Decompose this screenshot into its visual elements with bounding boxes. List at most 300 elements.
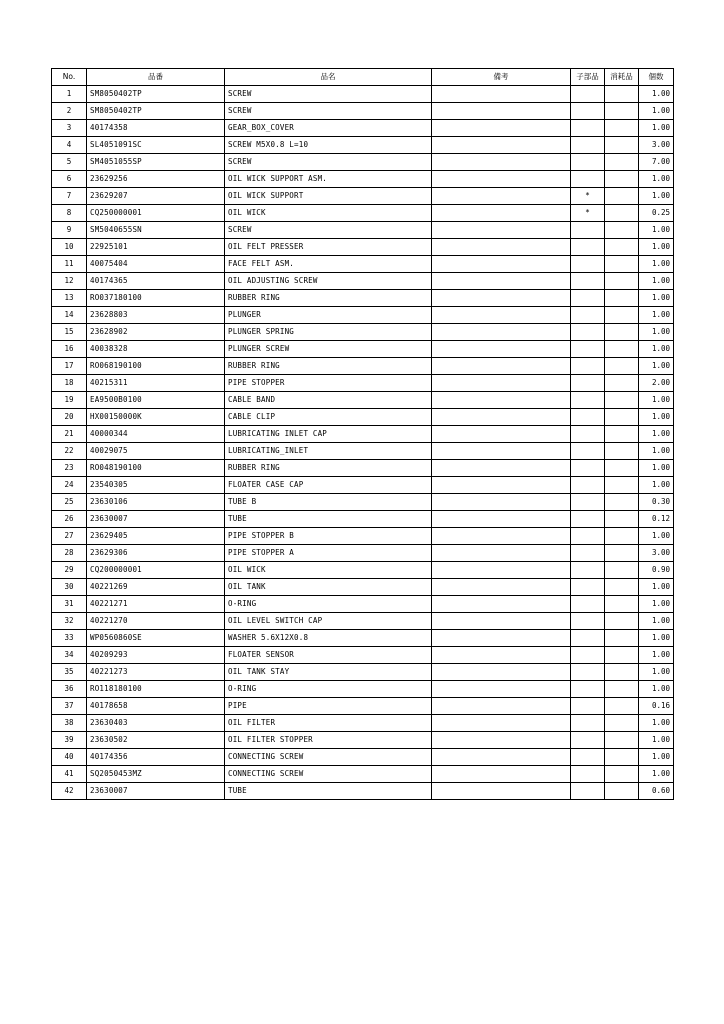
consumable-mark-cell bbox=[605, 154, 639, 171]
row-no-cell: 7 bbox=[52, 188, 87, 205]
row-no-cell: 28 bbox=[52, 545, 87, 562]
header-name: 品名 bbox=[225, 69, 432, 86]
consumable-mark-cell bbox=[605, 562, 639, 579]
quantity-cell: 3.00 bbox=[639, 137, 674, 154]
part-name-cell: SCREW bbox=[225, 154, 432, 171]
table-row bbox=[52, 205, 674, 222]
quantity-cell: 1.00 bbox=[639, 358, 674, 375]
table-row bbox=[52, 443, 674, 460]
part-name-cell: OIL TANK bbox=[225, 579, 432, 596]
sub-part-mark-cell bbox=[571, 154, 605, 171]
consumable-mark-cell bbox=[605, 307, 639, 324]
table-row bbox=[52, 307, 674, 324]
row-no-cell: 21 bbox=[52, 426, 87, 443]
table-row bbox=[52, 630, 674, 647]
quantity-cell: 1.00 bbox=[639, 681, 674, 698]
part-number-cell: 23630106 bbox=[87, 494, 225, 511]
sub-part-mark-cell bbox=[571, 460, 605, 477]
quantity-cell: 1.00 bbox=[639, 460, 674, 477]
consumable-mark-cell bbox=[605, 766, 639, 783]
table-row bbox=[52, 86, 674, 103]
consumable-mark-cell bbox=[605, 426, 639, 443]
table-row bbox=[52, 562, 674, 579]
remarks-cell bbox=[432, 307, 571, 324]
sub-part-mark-cell bbox=[571, 239, 605, 256]
sub-part-mark-cell bbox=[571, 783, 605, 800]
table-row bbox=[52, 579, 674, 596]
part-name-cell: PLUNGER bbox=[225, 307, 432, 324]
part-name-cell: PIPE STOPPER B bbox=[225, 528, 432, 545]
part-number-cell: 40221271 bbox=[87, 596, 225, 613]
sub-part-mark-cell bbox=[571, 341, 605, 358]
table-row bbox=[52, 290, 674, 307]
table-row bbox=[52, 256, 674, 273]
part-name-cell: CONNECTING SCREW bbox=[225, 749, 432, 766]
part-name-cell: PIPE bbox=[225, 698, 432, 715]
part-number-cell: 23629306 bbox=[87, 545, 225, 562]
sub-part-mark-cell bbox=[571, 222, 605, 239]
part-number-cell: 22925101 bbox=[87, 239, 225, 256]
quantity-cell: 1.00 bbox=[639, 222, 674, 239]
quantity-cell: 2.00 bbox=[639, 375, 674, 392]
part-number-cell: 40215311 bbox=[87, 375, 225, 392]
part-name-cell: LUBRICATING INLET CAP bbox=[225, 426, 432, 443]
part-number-cell: RO048190100 bbox=[87, 460, 225, 477]
row-no-cell: 42 bbox=[52, 783, 87, 800]
consumable-mark-cell bbox=[605, 341, 639, 358]
consumable-mark-cell bbox=[605, 698, 639, 715]
part-name-cell: PIPE STOPPER bbox=[225, 375, 432, 392]
remarks-cell bbox=[432, 460, 571, 477]
consumable-mark-cell bbox=[605, 205, 639, 222]
part-name-cell: TUBE bbox=[225, 783, 432, 800]
consumable-mark-cell bbox=[605, 749, 639, 766]
remarks-cell bbox=[432, 766, 571, 783]
part-number-cell: SL4051091SC bbox=[87, 137, 225, 154]
table-row bbox=[52, 409, 674, 426]
sub-part-mark-cell bbox=[571, 579, 605, 596]
table-row bbox=[52, 596, 674, 613]
row-no-cell: 27 bbox=[52, 528, 87, 545]
remarks-cell bbox=[432, 528, 571, 545]
row-no-cell: 29 bbox=[52, 562, 87, 579]
part-name-cell: OIL WICK bbox=[225, 205, 432, 222]
consumable-mark-cell bbox=[605, 630, 639, 647]
table-row bbox=[52, 324, 674, 341]
table-row bbox=[52, 715, 674, 732]
part-number-cell: 23630502 bbox=[87, 732, 225, 749]
part-name-cell: CABLE BAND bbox=[225, 392, 432, 409]
part-name-cell: OIL TANK STAY bbox=[225, 664, 432, 681]
part-name-cell: OIL FILTER STOPPER bbox=[225, 732, 432, 749]
remarks-cell bbox=[432, 596, 571, 613]
header-sub-part: 子部品 bbox=[571, 69, 605, 86]
consumable-mark-cell bbox=[605, 732, 639, 749]
part-name-cell: RUBBER RING bbox=[225, 290, 432, 307]
row-no-cell: 41 bbox=[52, 766, 87, 783]
remarks-cell bbox=[432, 698, 571, 715]
sub-part-mark-cell bbox=[571, 120, 605, 137]
part-number-cell: 40221273 bbox=[87, 664, 225, 681]
remarks-cell bbox=[432, 222, 571, 239]
part-name-cell: OIL WICK SUPPORT bbox=[225, 188, 432, 205]
quantity-cell: 3.00 bbox=[639, 545, 674, 562]
table-row bbox=[52, 783, 674, 800]
part-number-cell: HX00150000K bbox=[87, 409, 225, 426]
table-row bbox=[52, 545, 674, 562]
part-number-cell: EA9500B0100 bbox=[87, 392, 225, 409]
table-row bbox=[52, 732, 674, 749]
table-row bbox=[52, 392, 674, 409]
quantity-cell: 1.00 bbox=[639, 86, 674, 103]
remarks-cell bbox=[432, 647, 571, 664]
part-number-cell: 23629405 bbox=[87, 528, 225, 545]
remarks-cell bbox=[432, 545, 571, 562]
remarks-cell bbox=[432, 783, 571, 800]
header-no: No. bbox=[52, 69, 87, 86]
consumable-mark-cell bbox=[605, 324, 639, 341]
remarks-cell bbox=[432, 613, 571, 630]
table-row bbox=[52, 188, 674, 205]
remarks-cell bbox=[432, 188, 571, 205]
row-no-cell: 38 bbox=[52, 715, 87, 732]
part-name-cell: O-RING bbox=[225, 596, 432, 613]
part-name-cell: OIL ADJUSTING SCREW bbox=[225, 273, 432, 290]
quantity-cell: 0.60 bbox=[639, 783, 674, 800]
part-number-cell: 40221270 bbox=[87, 613, 225, 630]
quantity-cell: 1.00 bbox=[639, 188, 674, 205]
sub-part-mark-cell bbox=[571, 494, 605, 511]
table-row bbox=[52, 103, 674, 120]
part-name-cell: SCREW M5X0.8 L=10 bbox=[225, 137, 432, 154]
row-no-cell: 11 bbox=[52, 256, 87, 273]
part-number-cell: WP0560860SE bbox=[87, 630, 225, 647]
table-row bbox=[52, 511, 674, 528]
table-row bbox=[52, 222, 674, 239]
consumable-mark-cell bbox=[605, 545, 639, 562]
part-number-cell: SQ2050453MZ bbox=[87, 766, 225, 783]
sub-part-mark-cell bbox=[571, 409, 605, 426]
part-name-cell: FLOATER SENSOR bbox=[225, 647, 432, 664]
row-no-cell: 14 bbox=[52, 307, 87, 324]
table-row bbox=[52, 239, 674, 256]
sub-part-mark-cell bbox=[571, 256, 605, 273]
remarks-cell bbox=[432, 375, 571, 392]
remarks-cell bbox=[432, 392, 571, 409]
row-no-cell: 33 bbox=[52, 630, 87, 647]
part-name-cell: PIPE STOPPER A bbox=[225, 545, 432, 562]
row-no-cell: 8 bbox=[52, 205, 87, 222]
part-number-cell: RO118180100 bbox=[87, 681, 225, 698]
part-number-cell: CQ200000001 bbox=[87, 562, 225, 579]
remarks-cell bbox=[432, 681, 571, 698]
quantity-cell: 1.00 bbox=[639, 256, 674, 273]
row-no-cell: 5 bbox=[52, 154, 87, 171]
part-number-cell: RO037180100 bbox=[87, 290, 225, 307]
part-number-cell: 23629256 bbox=[87, 171, 225, 188]
quantity-cell: 1.00 bbox=[639, 341, 674, 358]
table-row bbox=[52, 613, 674, 630]
quantity-cell: 1.00 bbox=[639, 647, 674, 664]
row-no-cell: 4 bbox=[52, 137, 87, 154]
quantity-cell: 1.00 bbox=[639, 732, 674, 749]
part-number-cell: SM8050402TP bbox=[87, 86, 225, 103]
consumable-mark-cell bbox=[605, 273, 639, 290]
header-remarks: 備考 bbox=[432, 69, 571, 86]
part-number-cell: SM4051055SP bbox=[87, 154, 225, 171]
row-no-cell: 22 bbox=[52, 443, 87, 460]
sub-part-mark-cell bbox=[571, 511, 605, 528]
row-no-cell: 19 bbox=[52, 392, 87, 409]
row-no-cell: 23 bbox=[52, 460, 87, 477]
quantity-cell: 1.00 bbox=[639, 103, 674, 120]
table-row bbox=[52, 171, 674, 188]
part-name-cell: OIL LEVEL SWITCH CAP bbox=[225, 613, 432, 630]
sub-part-mark-cell bbox=[571, 681, 605, 698]
sub-part-mark-cell bbox=[571, 749, 605, 766]
part-name-cell: OIL WICK SUPPORT ASM. bbox=[225, 171, 432, 188]
part-number-cell: 40029075 bbox=[87, 443, 225, 460]
quantity-cell: 0.16 bbox=[639, 698, 674, 715]
remarks-cell bbox=[432, 341, 571, 358]
row-no-cell: 30 bbox=[52, 579, 87, 596]
quantity-cell: 1.00 bbox=[639, 426, 674, 443]
consumable-mark-cell bbox=[605, 460, 639, 477]
part-number-cell: 23630403 bbox=[87, 715, 225, 732]
row-no-cell: 12 bbox=[52, 273, 87, 290]
consumable-mark-cell bbox=[605, 222, 639, 239]
quantity-cell: 1.00 bbox=[639, 579, 674, 596]
quantity-cell: 7.00 bbox=[639, 154, 674, 171]
part-name-cell: FLOATER CASE CAP bbox=[225, 477, 432, 494]
consumable-mark-cell bbox=[605, 188, 639, 205]
row-no-cell: 26 bbox=[52, 511, 87, 528]
remarks-cell bbox=[432, 443, 571, 460]
remarks-cell bbox=[432, 749, 571, 766]
sub-part-mark-cell bbox=[571, 698, 605, 715]
table-row bbox=[52, 460, 674, 477]
table-row bbox=[52, 647, 674, 664]
part-number-cell: 40178658 bbox=[87, 698, 225, 715]
part-name-cell: CONNECTING SCREW bbox=[225, 766, 432, 783]
table-row bbox=[52, 698, 674, 715]
consumable-mark-cell bbox=[605, 613, 639, 630]
table-body bbox=[52, 86, 674, 800]
part-name-cell: O-RING bbox=[225, 681, 432, 698]
part-number-cell: 23629207 bbox=[87, 188, 225, 205]
quantity-cell: 1.00 bbox=[639, 409, 674, 426]
part-name-cell: SCREW bbox=[225, 103, 432, 120]
part-name-cell: PLUNGER SPRING bbox=[225, 324, 432, 341]
row-no-cell: 25 bbox=[52, 494, 87, 511]
part-name-cell: OIL FELT PRESSER bbox=[225, 239, 432, 256]
consumable-mark-cell bbox=[605, 528, 639, 545]
table-row bbox=[52, 273, 674, 290]
row-no-cell: 37 bbox=[52, 698, 87, 715]
part-name-cell: SCREW bbox=[225, 222, 432, 239]
consumable-mark-cell bbox=[605, 783, 639, 800]
part-name-cell: FACE FELT ASM. bbox=[225, 256, 432, 273]
remarks-cell bbox=[432, 137, 571, 154]
row-no-cell: 39 bbox=[52, 732, 87, 749]
sub-part-mark-cell bbox=[571, 103, 605, 120]
remarks-cell bbox=[432, 86, 571, 103]
sub-part-mark-cell bbox=[571, 358, 605, 375]
remarks-cell bbox=[432, 256, 571, 273]
part-number-cell: 23628902 bbox=[87, 324, 225, 341]
consumable-mark-cell bbox=[605, 171, 639, 188]
sub-part-mark-cell bbox=[571, 766, 605, 783]
remarks-cell bbox=[432, 324, 571, 341]
row-no-cell: 32 bbox=[52, 613, 87, 630]
sub-part-mark-cell bbox=[571, 137, 605, 154]
part-name-cell: LUBRICATING_INLET bbox=[225, 443, 432, 460]
consumable-mark-cell bbox=[605, 392, 639, 409]
consumable-mark-cell bbox=[605, 511, 639, 528]
consumable-mark-cell bbox=[605, 120, 639, 137]
quantity-cell: 1.00 bbox=[639, 749, 674, 766]
quantity-cell: 1.00 bbox=[639, 324, 674, 341]
quantity-cell: 1.00 bbox=[639, 443, 674, 460]
remarks-cell bbox=[432, 562, 571, 579]
consumable-mark-cell bbox=[605, 579, 639, 596]
remarks-cell bbox=[432, 579, 571, 596]
row-no-cell: 1 bbox=[52, 86, 87, 103]
sub-part-mark-cell bbox=[571, 392, 605, 409]
part-number-cell: RO068190100 bbox=[87, 358, 225, 375]
consumable-mark-cell bbox=[605, 290, 639, 307]
sub-part-mark-cell: * bbox=[571, 205, 605, 222]
sub-part-mark-cell bbox=[571, 290, 605, 307]
row-no-cell: 16 bbox=[52, 341, 87, 358]
sub-part-mark-cell bbox=[571, 647, 605, 664]
sub-part-mark-cell bbox=[571, 375, 605, 392]
part-name-cell: RUBBER RING bbox=[225, 460, 432, 477]
quantity-cell: 1.00 bbox=[639, 664, 674, 681]
part-number-cell: SM8050402TP bbox=[87, 103, 225, 120]
remarks-cell bbox=[432, 664, 571, 681]
row-no-cell: 31 bbox=[52, 596, 87, 613]
quantity-cell: 0.30 bbox=[639, 494, 674, 511]
part-number-cell: 40174365 bbox=[87, 273, 225, 290]
part-number-cell: 40221269 bbox=[87, 579, 225, 596]
parts-list-table bbox=[51, 68, 674, 800]
consumable-mark-cell bbox=[605, 375, 639, 392]
consumable-mark-cell bbox=[605, 443, 639, 460]
sub-part-mark-cell bbox=[571, 630, 605, 647]
quantity-cell: 1.00 bbox=[639, 528, 674, 545]
consumable-mark-cell bbox=[605, 681, 639, 698]
remarks-cell bbox=[432, 477, 571, 494]
consumable-mark-cell bbox=[605, 477, 639, 494]
row-no-cell: 40 bbox=[52, 749, 87, 766]
consumable-mark-cell bbox=[605, 103, 639, 120]
part-name-cell: SCREW bbox=[225, 86, 432, 103]
sub-part-mark-cell bbox=[571, 171, 605, 188]
consumable-mark-cell bbox=[605, 256, 639, 273]
sub-part-mark-cell bbox=[571, 545, 605, 562]
part-number-cell: 23540305 bbox=[87, 477, 225, 494]
table-row bbox=[52, 426, 674, 443]
quantity-cell: 1.00 bbox=[639, 596, 674, 613]
row-no-cell: 10 bbox=[52, 239, 87, 256]
remarks-cell bbox=[432, 120, 571, 137]
part-number-cell: CQ250000001 bbox=[87, 205, 225, 222]
part-number-cell: 23630007 bbox=[87, 511, 225, 528]
quantity-cell: 1.00 bbox=[639, 715, 674, 732]
part-number-cell: 40174356 bbox=[87, 749, 225, 766]
row-no-cell: 17 bbox=[52, 358, 87, 375]
remarks-cell bbox=[432, 494, 571, 511]
table-row bbox=[52, 137, 674, 154]
sub-part-mark-cell bbox=[571, 307, 605, 324]
remarks-cell bbox=[432, 358, 571, 375]
part-number-cell: 23630007 bbox=[87, 783, 225, 800]
table-row bbox=[52, 154, 674, 171]
sub-part-mark-cell bbox=[571, 715, 605, 732]
consumable-mark-cell bbox=[605, 494, 639, 511]
sub-part-mark-cell bbox=[571, 477, 605, 494]
sub-part-mark-cell bbox=[571, 732, 605, 749]
part-name-cell: GEAR_BOX_COVER bbox=[225, 120, 432, 137]
quantity-cell: 0.12 bbox=[639, 511, 674, 528]
quantity-cell: 1.00 bbox=[639, 273, 674, 290]
part-name-cell: TUBE bbox=[225, 511, 432, 528]
part-number-cell: 40038328 bbox=[87, 341, 225, 358]
sub-part-mark-cell bbox=[571, 273, 605, 290]
consumable-mark-cell bbox=[605, 647, 639, 664]
quantity-cell: 1.00 bbox=[639, 171, 674, 188]
remarks-cell bbox=[432, 511, 571, 528]
part-name-cell: CABLE CLIP bbox=[225, 409, 432, 426]
part-name-cell: OIL FILTER bbox=[225, 715, 432, 732]
row-no-cell: 34 bbox=[52, 647, 87, 664]
consumable-mark-cell bbox=[605, 596, 639, 613]
part-number-cell: 40000344 bbox=[87, 426, 225, 443]
header-qty: 個数 bbox=[639, 69, 674, 86]
sub-part-mark-cell bbox=[571, 426, 605, 443]
consumable-mark-cell bbox=[605, 358, 639, 375]
quantity-cell: 1.00 bbox=[639, 290, 674, 307]
row-no-cell: 3 bbox=[52, 120, 87, 137]
remarks-cell bbox=[432, 205, 571, 222]
part-number-cell: 23628803 bbox=[87, 307, 225, 324]
sub-part-mark-cell bbox=[571, 443, 605, 460]
remarks-cell bbox=[432, 171, 571, 188]
part-number-cell: 40209293 bbox=[87, 647, 225, 664]
consumable-mark-cell bbox=[605, 137, 639, 154]
part-number-cell: SM5040655SN bbox=[87, 222, 225, 239]
quantity-cell: 1.00 bbox=[639, 307, 674, 324]
table-row bbox=[52, 494, 674, 511]
row-no-cell: 2 bbox=[52, 103, 87, 120]
consumable-mark-cell bbox=[605, 86, 639, 103]
table-row bbox=[52, 341, 674, 358]
table-row bbox=[52, 528, 674, 545]
quantity-cell: 1.00 bbox=[639, 477, 674, 494]
table-row bbox=[52, 664, 674, 681]
sub-part-mark-cell bbox=[571, 613, 605, 630]
table-row bbox=[52, 358, 674, 375]
sub-part-mark-cell bbox=[571, 528, 605, 545]
consumable-mark-cell bbox=[605, 715, 639, 732]
row-no-cell: 35 bbox=[52, 664, 87, 681]
remarks-cell bbox=[432, 732, 571, 749]
consumable-mark-cell bbox=[605, 239, 639, 256]
remarks-cell bbox=[432, 290, 571, 307]
sub-part-mark-cell: * bbox=[571, 188, 605, 205]
remarks-cell bbox=[432, 409, 571, 426]
